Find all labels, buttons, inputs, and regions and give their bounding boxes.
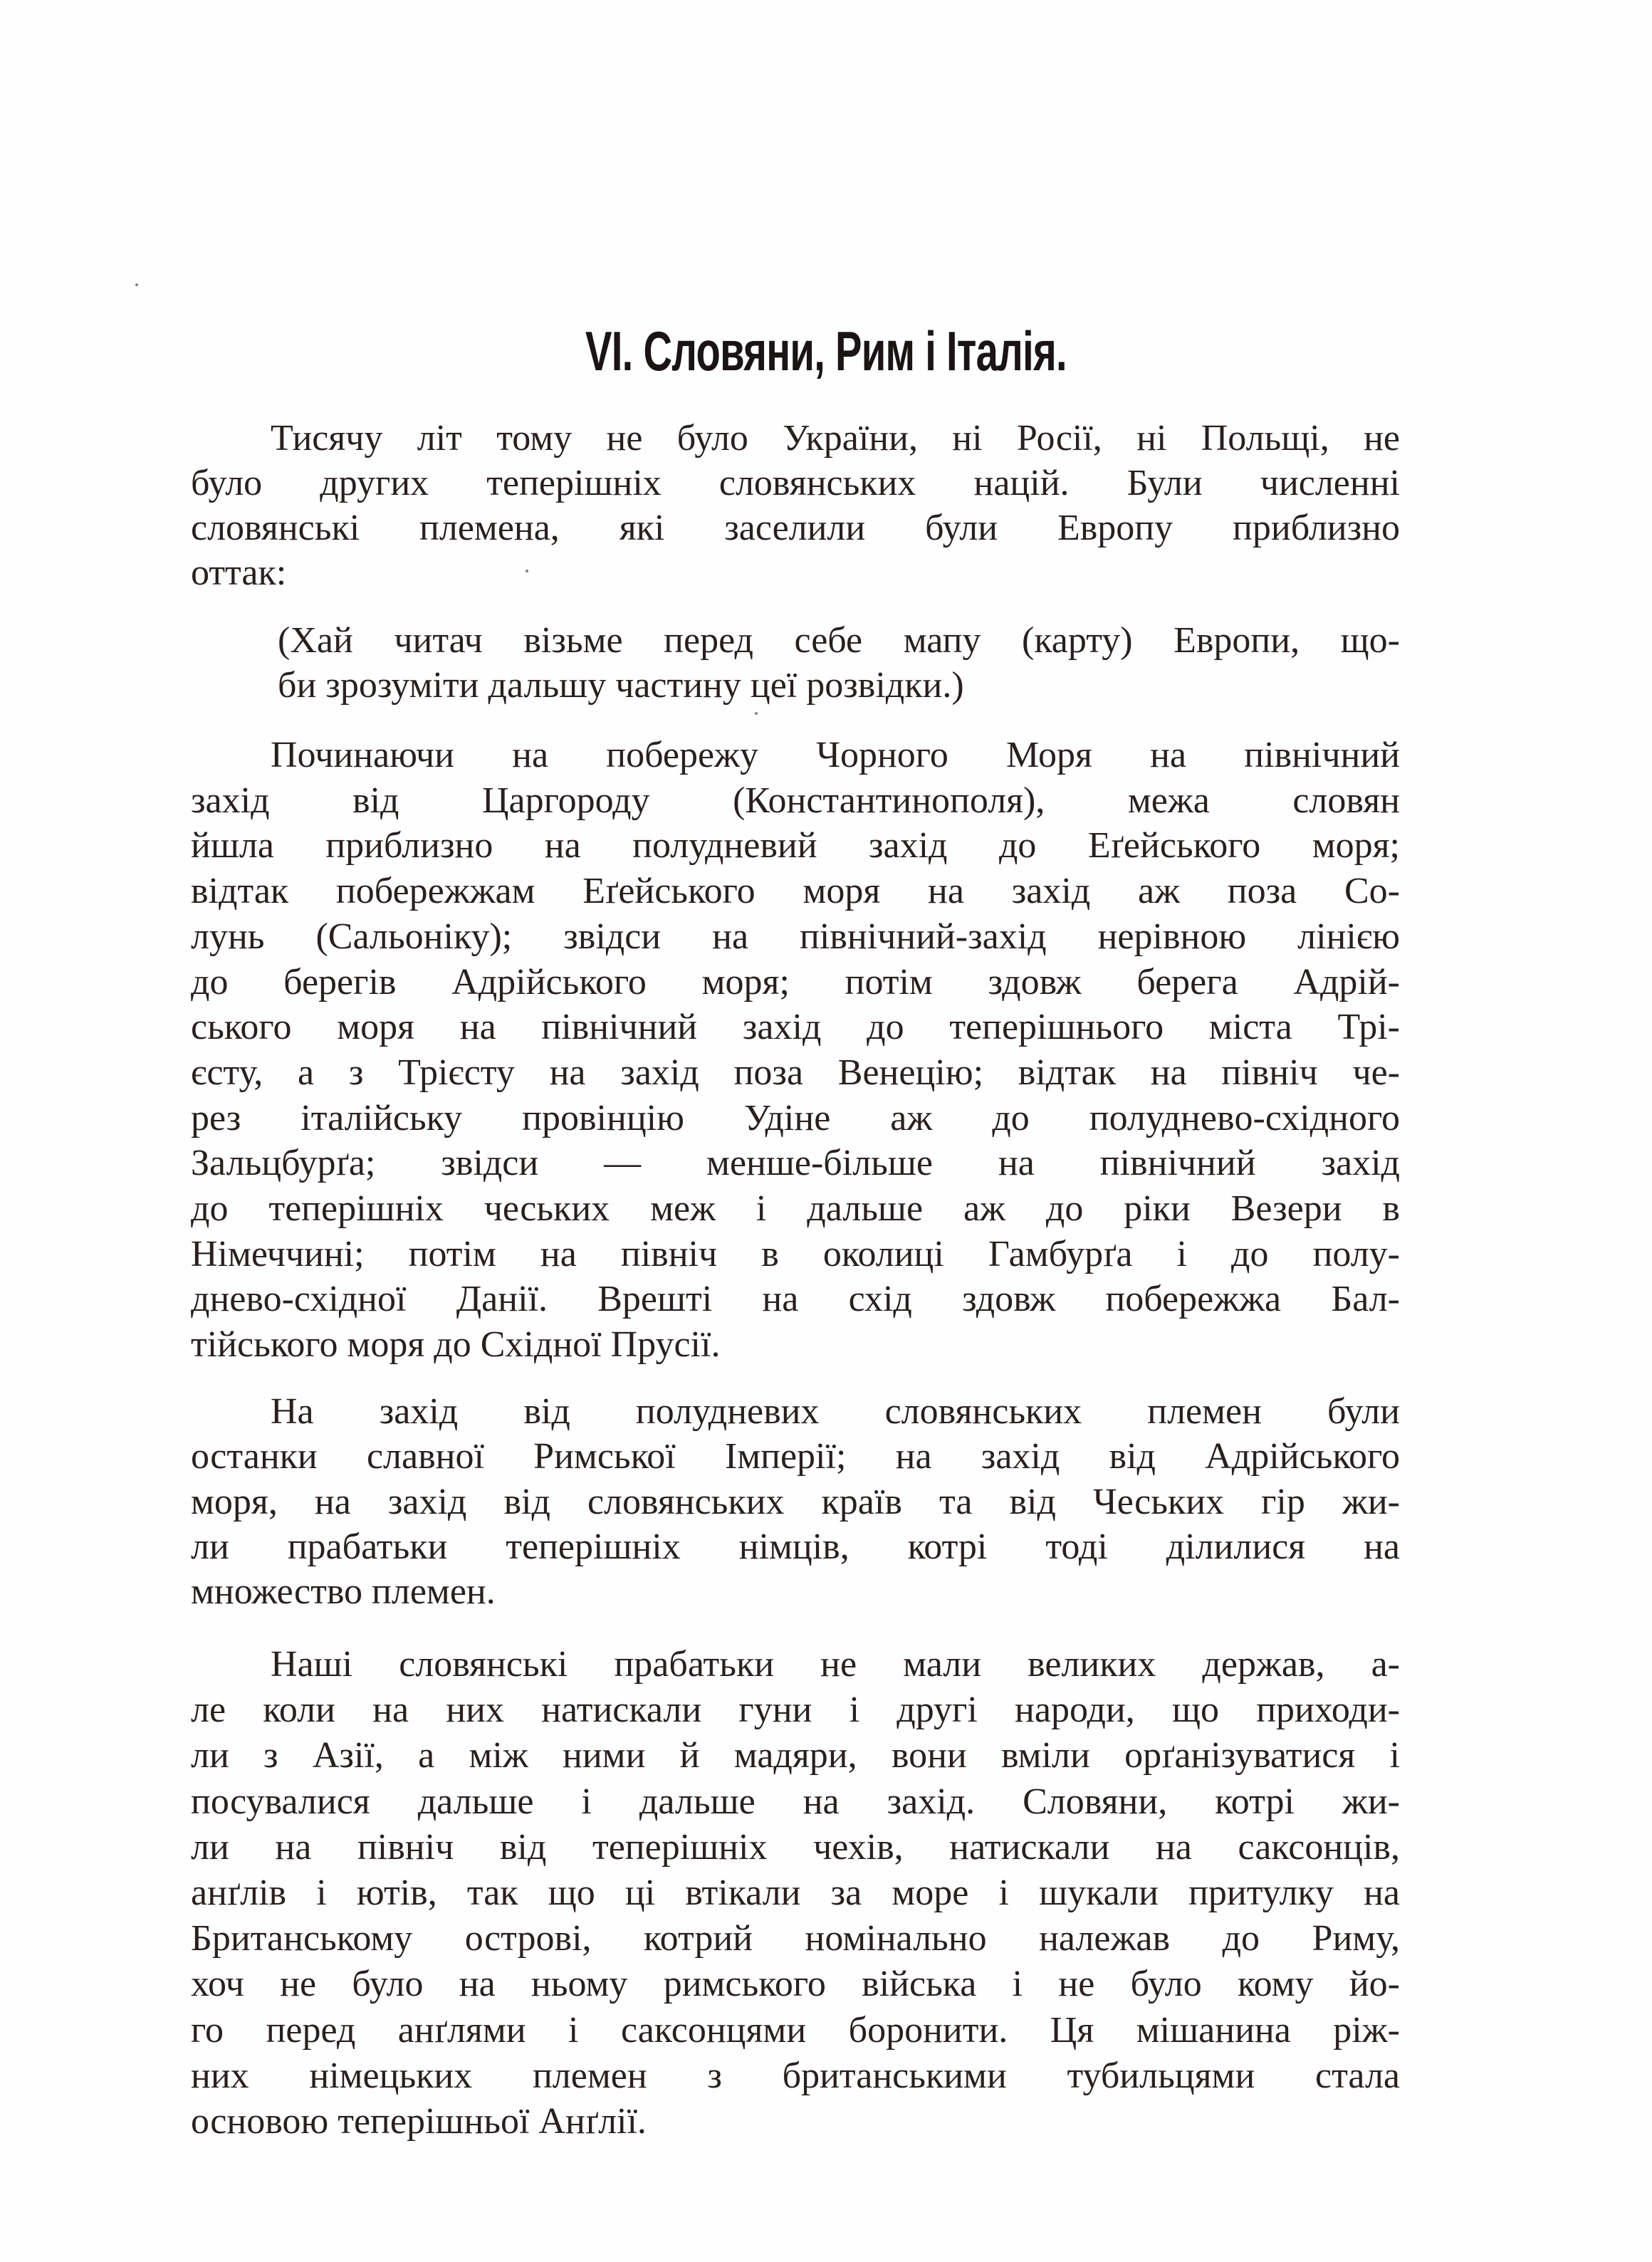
paragraph-5-line: Наші словянські прабатьки не мали великих держав, а- bbox=[271, 1644, 1400, 1685]
paragraph-5-line: анґлів і ютів, так що ці втікали за море і шукали притулку на bbox=[191, 1873, 1400, 1913]
paragraph-4-line: ли прабатьки теперішніх німців, котрі тоді ділилися на bbox=[191, 1526, 1400, 1567]
scan-speck bbox=[755, 712, 758, 715]
paragraph-5-line: Британському острові, котрий номінально належав до Риму, bbox=[191, 1918, 1400, 1959]
paragraph-1-line: оттак: bbox=[191, 553, 287, 593]
paragraph-3-line: захід від Царгороду (Константинополя), межа словян bbox=[191, 780, 1400, 821]
paragraph-4-line: множество племен. bbox=[191, 1571, 496, 1613]
paragraph-2-line: би зрозуміти дальшу частину цеї розвідки.) bbox=[278, 665, 964, 706]
paragraph-5-line: ли на північ від теперішніх чехів, натискали на саксонців, bbox=[191, 1826, 1400, 1868]
paragraph-3-line: Починаючи на побережу Чорного Моря на північний bbox=[271, 735, 1400, 775]
chapter-title: VI. Словяни, Рим і Італія. bbox=[585, 320, 1067, 382]
paragraph-5-line: них німецьких племен з британськими тубильцями стала bbox=[191, 2055, 1400, 2096]
paragraph-5-line: ле коли на них натискали гуни і другі народи, що приходи- bbox=[191, 1690, 1400, 1731]
paragraph-5-line: основою теперішньої Анґлії. bbox=[191, 2101, 647, 2142]
paragraph-4-line: останки славної Римської Імперії; на захід від Адрійського bbox=[191, 1436, 1400, 1477]
paragraph-4-line: моря, на захід від словянських країв та від Чеських гір жи- bbox=[191, 1481, 1400, 1522]
paragraph-5-line: ли з Азії, а між ними й мадяри, вони вміли орґанізуватися і bbox=[191, 1735, 1400, 1776]
paragraph-1-line: було других теперішніх словянських націй. Були численні bbox=[191, 463, 1400, 503]
paragraph-3-line: днево-східної Данії. Врешті на схід здовж побережжа Бал- bbox=[191, 1279, 1400, 1320]
paragraph-2-line: (Хай читач візьме перед себе мапу (карту) Европи, що- bbox=[278, 620, 1400, 661]
paragraph-3-line: ського моря на північний захід до теперішнього міста Трі- bbox=[191, 1007, 1400, 1048]
scan-speck bbox=[135, 283, 138, 286]
paragraph-3-line: йшла приблизно на полудневий захід до Еґейського моря; bbox=[191, 825, 1400, 866]
paragraph-3-line: єсту, а з Трієсту на захід поза Венецію; відтак на північ че- bbox=[191, 1052, 1400, 1093]
paragraph-3-line: до теперішніх чеських меж і дальше аж до ріки Везери в bbox=[191, 1188, 1400, 1229]
paragraph-3-line: тійського моря до Східної Прусії. bbox=[191, 1324, 721, 1366]
paragraph-5-line: го перед анґлями і саксонцями боронити. Ця мішанина ріж- bbox=[191, 2009, 1400, 2051]
scan-speck bbox=[526, 570, 528, 572]
paragraph-1-line: Тисячу літ тому не було України, ні Росії, ні Польщі, не bbox=[271, 418, 1400, 459]
paragraph-3-line: рез італійську провінцію Удіне аж до полудневo-східного bbox=[191, 1097, 1400, 1138]
paragraph-5-line: хоч не було на ньому римського війська і не було кому йо- bbox=[191, 1964, 1400, 2005]
paragraph-3-line: Зальцбурґа; звідси — менше-більше на північний захід bbox=[191, 1143, 1400, 1184]
paragraph-3-line: відтак побережжам Еґейського моря на захід аж поза Со- bbox=[191, 871, 1400, 912]
paragraph-3-line: до берегів Адрійського моря; потім здовж берега Адрій- bbox=[191, 961, 1400, 1002]
paragraph-5-line: посувалися дальше і дальше на захід. Словяни, котрі жи- bbox=[191, 1781, 1400, 1822]
paragraph-3-line: лунь (Сальоніку); звідси на північний-захід нерівною лінією bbox=[191, 916, 1400, 957]
paragraph-1-line: словянські племена, які заселили були Европу приблизно bbox=[191, 508, 1400, 548]
paragraph-4-line: На захід від полудневих словянських племен були bbox=[271, 1391, 1400, 1432]
paragraph-3-line: Німеччині; потім на північ в околиці Гамбурґа і до полу- bbox=[191, 1233, 1400, 1274]
